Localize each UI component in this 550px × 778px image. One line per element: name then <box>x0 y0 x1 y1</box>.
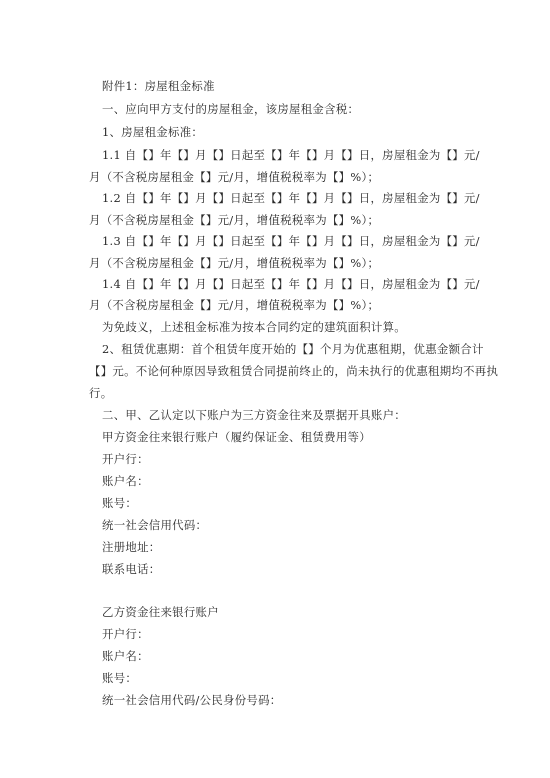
party-b-heading: 乙方资金往来银行账户 <box>102 605 219 619</box>
party-b-account-name: 账户名： <box>102 649 149 663</box>
rent-item-4-line1: 1.4 自【】年【】月【】日起至【】年【】月【】日，房屋租金为【】元/ <box>102 277 480 291</box>
party-a-address: 注册地址： <box>102 540 161 554</box>
rent-item-3-line1: 1.3 自【】年【】月【】日起至【】年【】月【】日，房屋租金为【】元/ <box>102 234 480 248</box>
party-a-bank: 开户行： <box>102 452 149 466</box>
section2-heading: 二、甲、乙认定以下账户为三方资金往来及票据开具账户： <box>102 408 406 422</box>
clarification-note: 为免歧义，上述租金标准为按本合同约定的建筑面积计算。 <box>102 320 406 334</box>
appendix-title: 附件1：房屋租金标准 <box>102 79 215 93</box>
rent-item-4-line2: 月（不含税房屋租金【】元/月，增值税税率为【】%）； <box>89 298 380 312</box>
party-b-account-number: 账号： <box>102 671 138 685</box>
discount-line-2: 【】元。不论何种原因导致租赁合同提前终止的，尚未执行的优惠租期均不再执 <box>89 364 499 378</box>
party-a-account-number: 账号： <box>102 496 138 510</box>
discount-line-3: 行。 <box>89 386 113 400</box>
party-b-bank: 开户行： <box>102 627 149 641</box>
section1-heading: 一、应向甲方支付的房屋租金，该房屋租金含税： <box>102 102 360 116</box>
party-a-credit-code: 统一社会信用代码： <box>102 518 208 532</box>
rent-item-1-line2: 月（不含税房屋租金【】元/月，增值税税率为【】%）； <box>89 170 380 184</box>
discount-line-1: 2、租赁优惠期：首个租赁年度开始的【】个月为优惠租期，优惠金额合计 <box>102 342 484 356</box>
party-a-heading: 甲方资金往来银行账户（履约保证金、租赁费用等） <box>102 430 371 444</box>
party-a-phone: 联系电话： <box>102 562 161 576</box>
rent-item-1-line1: 1.1 自【】年【】月【】日起至【】年【】月【】日，房屋租金为【】元/ <box>102 148 480 162</box>
rent-item-2-line2: 月（不含税房屋租金【】元/月，增值税税率为【】%）； <box>89 213 380 227</box>
rent-item-3-line2: 月（不含税房屋租金【】元/月，增值税税率为【】%）； <box>89 256 380 270</box>
party-b-credit-code: 统一社会信用代码/公民身份号码： <box>102 693 282 707</box>
rent-item-2-line1: 1.2 自【】年【】月【】日起至【】年【】月【】日，房屋租金为【】元/ <box>102 191 480 205</box>
party-a-account-name: 账户名： <box>102 474 149 488</box>
item1-heading: 1、房屋租金标准： <box>102 125 204 139</box>
